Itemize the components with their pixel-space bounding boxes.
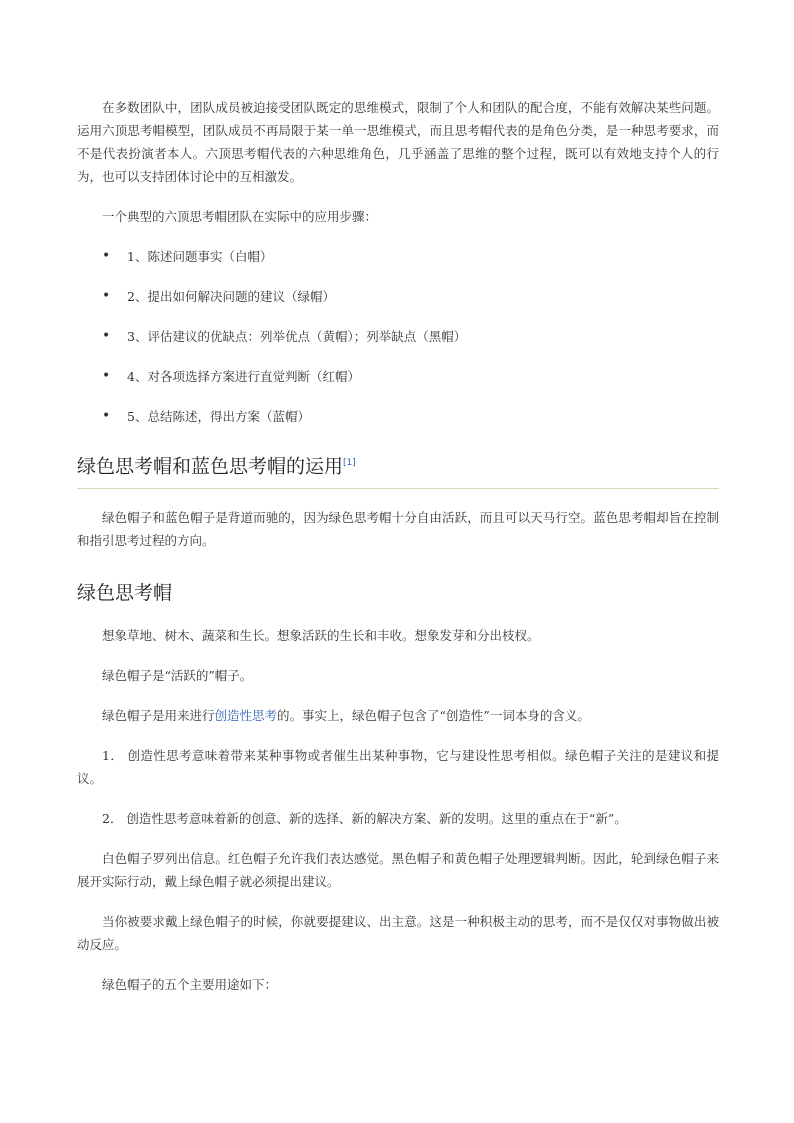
bullet-icon: • [102, 288, 111, 304]
section-paragraph: 绿色帽子和蓝色帽子是背道而驰的，因为绿色思考帽十分自由活跃，而且可以天马行空。蓝色思考帽却旨在控制和指引思考过程的方向。 [77, 510, 719, 549]
point-2: 2． 创造性思考意味着新的创意、新的选择、新的解决方案、新的发明。这里的重点在于“新”。 [102, 811, 627, 827]
paragraph-5: 当你被要求戴上绿色帽子的时候，你就要提建议、出主意。这是一种积极主动的思考，而不是仅仅对事物做出被动反应。 [77, 914, 719, 953]
point-1: 1． 创造性思考意味着带来某种事物或者催生出某种事物，它与建设性思考相似。绿色帽子关注的是建议和提议。 [77, 748, 719, 787]
step-text: 2、提出如何解决问题的建议（绿帽） [127, 289, 335, 304]
list-item [77, 245, 719, 268]
steps-list [77, 245, 719, 428]
creative-thinking-link[interactable]: 创造性思考 [214, 708, 278, 724]
reference-link[interactable]: [1] [343, 458, 356, 468]
paragraph-3 [77, 704, 719, 727]
step-text: 5、总结陈述，得出方案（蓝帽） [127, 409, 310, 424]
step-text: 4、对各项选择方案进行直觉判断（红帽） [127, 369, 360, 384]
paragraph-6: 绿色帽子的五个主要用途如下： [102, 977, 278, 993]
bullet-icon: • [102, 248, 111, 264]
article-body [77, 96, 719, 996]
paragraph-4: 白色帽子罗列出信息。红色帽子允许我们表达感觉。黑色帽子和黄色帽子处理逻辑判断。因此，轮到绿色帽子来展开实际行动，戴上绿色帽子就必须提出建议。 [77, 851, 719, 890]
subsection-heading: 绿色思考帽 [77, 582, 173, 605]
paragraph-2: 绿色帽子是“活跃的”帽子。 [102, 668, 253, 684]
list-item [77, 405, 719, 428]
bullet-icon: • [102, 368, 111, 384]
bullet-icon: • [102, 408, 111, 424]
intro-paragraph: 在多数团队中，团队成员被迫接受团队既定的思维模式，限制了个人和团队的配合度，不能有效解决某些问题。运用六顶思考帽模型，团队成员不再局限于某一单一思维模式，而且思考帽代表的是角色分类，是一种思考要求，而不是代表扮演者本人。六顶思考帽代表的六种思维角色，几乎涵盖了思维的整个过程，既可以有效地支持个人的行为，也可以支持团体讨论中的互相激发。 [77, 100, 719, 184]
section-title: 绿色思考帽和蓝色思考帽的运用 [77, 455, 344, 478]
list-item [77, 325, 719, 348]
steps-intro: 一个典型的六顶思考帽团队在实际中的应用步骤： [102, 209, 378, 224]
list-item [77, 285, 719, 308]
paragraph-3-end: 的。事实上，绿色帽子包含了“创造性”一词本身的含义。 [277, 708, 590, 724]
section-heading [77, 449, 719, 489]
paragraph-1: 想象草地、树木、蔬菜和生长。想象活跃的生长和丰收。想象发芽和分出枝杈。 [102, 628, 540, 644]
paragraph-3-start: 绿色帽子是用来进行 [102, 708, 215, 724]
step-text: 3、评估建议的优缺点：列举优点（黄帽）；列举缺点（黑帽） [127, 329, 467, 344]
step-text: 1、陈述问题事实（白帽） [127, 249, 273, 264]
bullet-icon: • [102, 328, 111, 344]
list-item [77, 365, 719, 388]
